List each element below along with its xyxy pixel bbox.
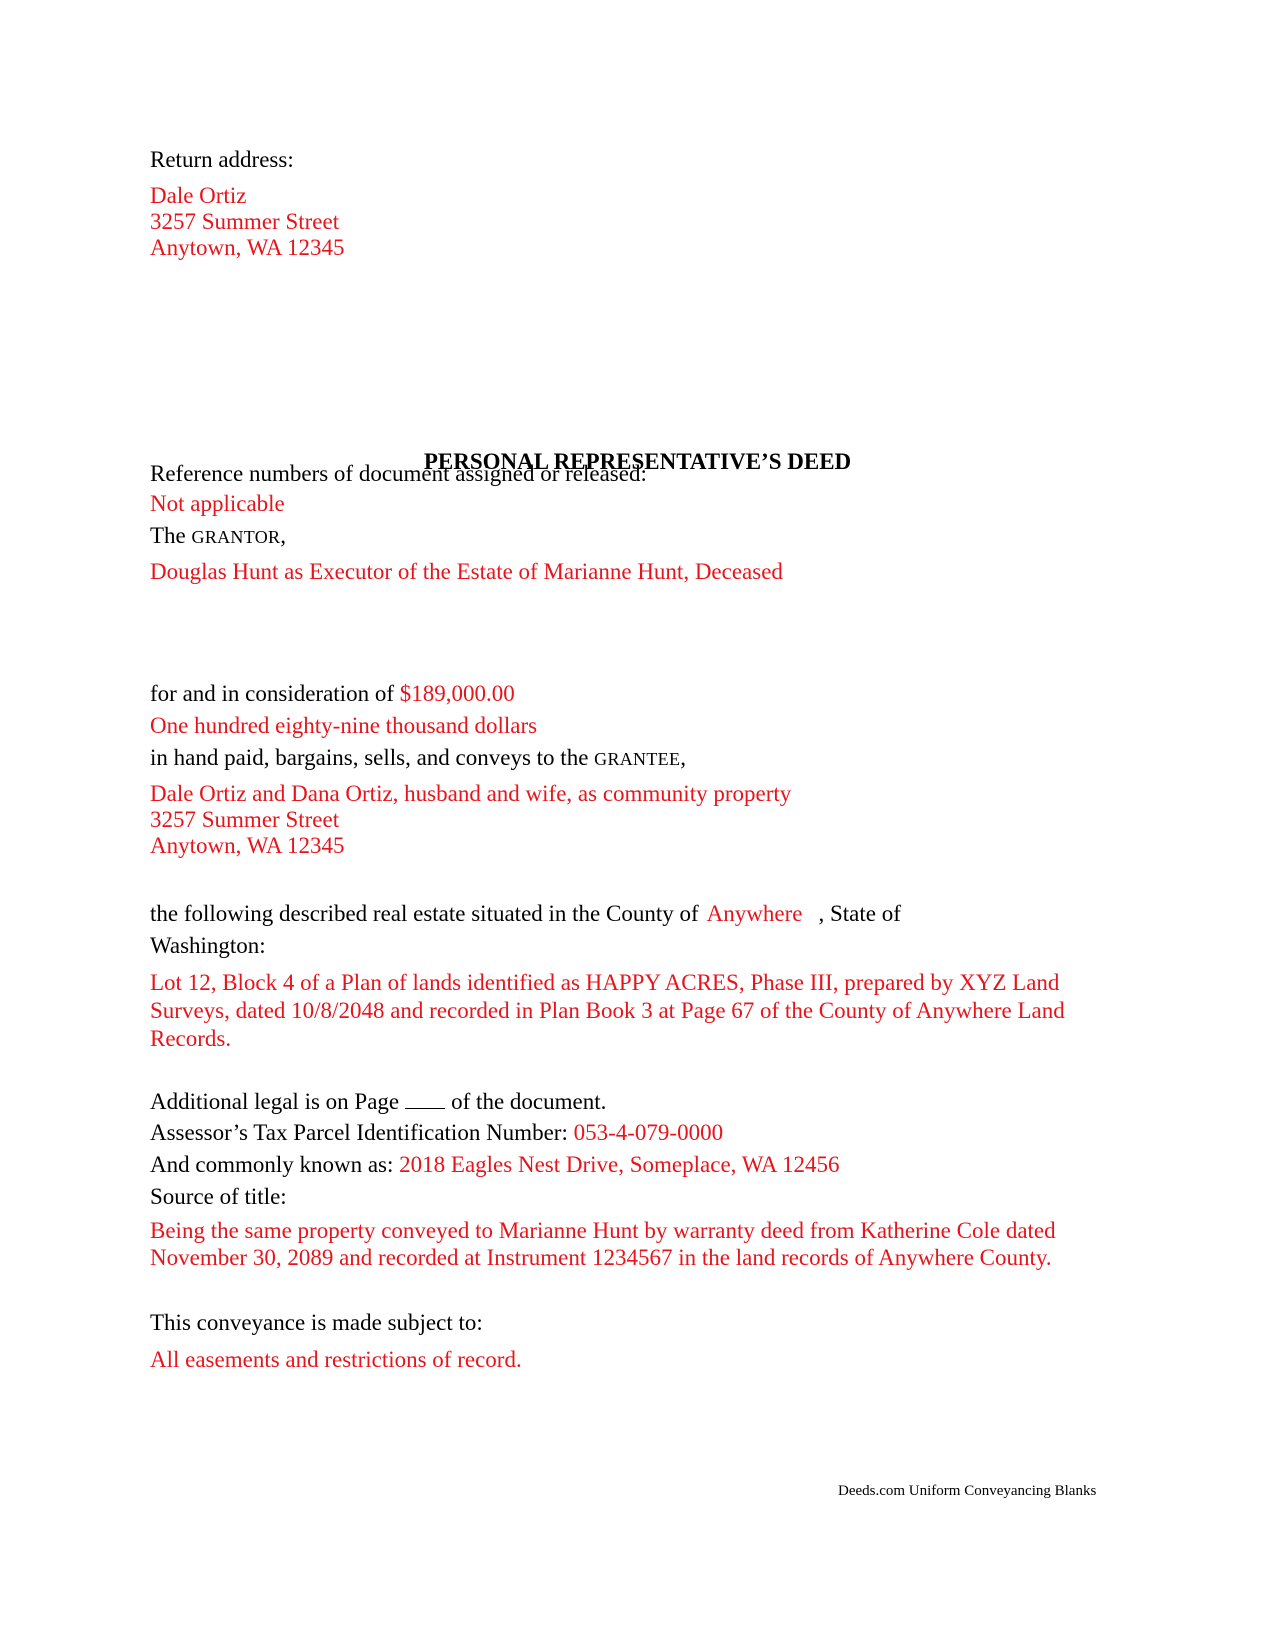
- county-line: [150, 900, 901, 928]
- state-text: , State of: [818, 901, 901, 926]
- consideration-amount: $189,000.00: [399, 681, 515, 706]
- conveys-suffix: ,: [680, 745, 686, 770]
- grantor-label: GRANTOR: [191, 527, 281, 547]
- source-of-title-value: Being the same property conveyed to Marianne Hunt by warranty deed from Katherine Cole dated November 30, 2089 and recorded at Instrument 1234567 in the land records of Anywhere County.: [150, 1218, 1056, 1270]
- consideration-label: for and in consideration of: [150, 681, 400, 706]
- return-address-label: Return address:: [150, 147, 294, 172]
- source-of-title-label: Source of title:: [150, 1184, 287, 1209]
- additional-legal-line: [150, 1088, 606, 1116]
- grantee-city: Anytown, WA 12345: [150, 833, 345, 858]
- return-city: Anytown, WA 12345: [150, 235, 345, 260]
- additional-legal-prefix: Additional legal is on Page: [150, 1089, 400, 1114]
- consideration-amount-words: One hundred eighty-nine thousand dollars: [150, 713, 538, 738]
- reference-label: Reference numbers of document assigned or released:: [150, 461, 647, 486]
- known-as-label: And commonly known as:: [150, 1152, 394, 1177]
- parcel-value: 053-4-079-0000: [573, 1120, 724, 1145]
- return-street: 3257 Summer Street: [150, 209, 340, 234]
- subject-to-label: This conveyance is made subject to:: [150, 1310, 483, 1335]
- additional-legal-suffix: of the document.: [451, 1089, 607, 1114]
- grantor-line: [150, 522, 286, 551]
- footer-text: Deeds.com Uniform Conveyancing Blanks: [838, 1483, 1097, 1499]
- parcel-line: [150, 1119, 723, 1147]
- parcel-label: Assessor’s Tax Parcel Identification Number:: [150, 1120, 568, 1145]
- document-title: PERSONAL REPRESENTATIVE’S DEED: [423, 449, 852, 474]
- conveys-line: [150, 744, 686, 773]
- grantor-value: Douglas Hunt as Executor of the Estate of Marianne Hunt, Deceased: [150, 559, 783, 584]
- page-number-blank: [405, 1090, 445, 1109]
- grantor-prefix: The: [150, 523, 192, 548]
- county-text: the following described real estate situated in the County of: [150, 901, 699, 926]
- consideration-line: [150, 680, 515, 708]
- grantee-name: Dale Ortiz and Dana Ortiz, husband and wife, as community property: [150, 781, 792, 806]
- state-value: Washington:: [150, 933, 266, 958]
- known-as-value: 2018 Eagles Nest Drive, Someplace, WA 12456: [399, 1152, 840, 1177]
- return-name: Dale Ortiz: [150, 183, 247, 208]
- grantee-label: GRANTEE: [594, 749, 681, 769]
- subject-to-value: All easements and restrictions of record.: [150, 1347, 522, 1372]
- grantee-street: 3257 Summer Street: [150, 807, 340, 832]
- known-as-line: [150, 1151, 839, 1179]
- county-value: Anywhere: [706, 901, 803, 926]
- legal-description: Lot 12, Block 4 of a Plan of lands identified as HAPPY ACRES, Phase III, prepared by XYZ Land Surveys, dated 10/8/2048 and recorded in Plan Book 3 at Page 67 of the County of Anywhere Land Records.: [150, 970, 1065, 1051]
- reference-value: Not applicable: [150, 491, 285, 516]
- grantor-suffix: ,: [280, 523, 287, 548]
- conveys-text: in hand paid, bargains, sells, and conveys to the: [150, 745, 595, 770]
